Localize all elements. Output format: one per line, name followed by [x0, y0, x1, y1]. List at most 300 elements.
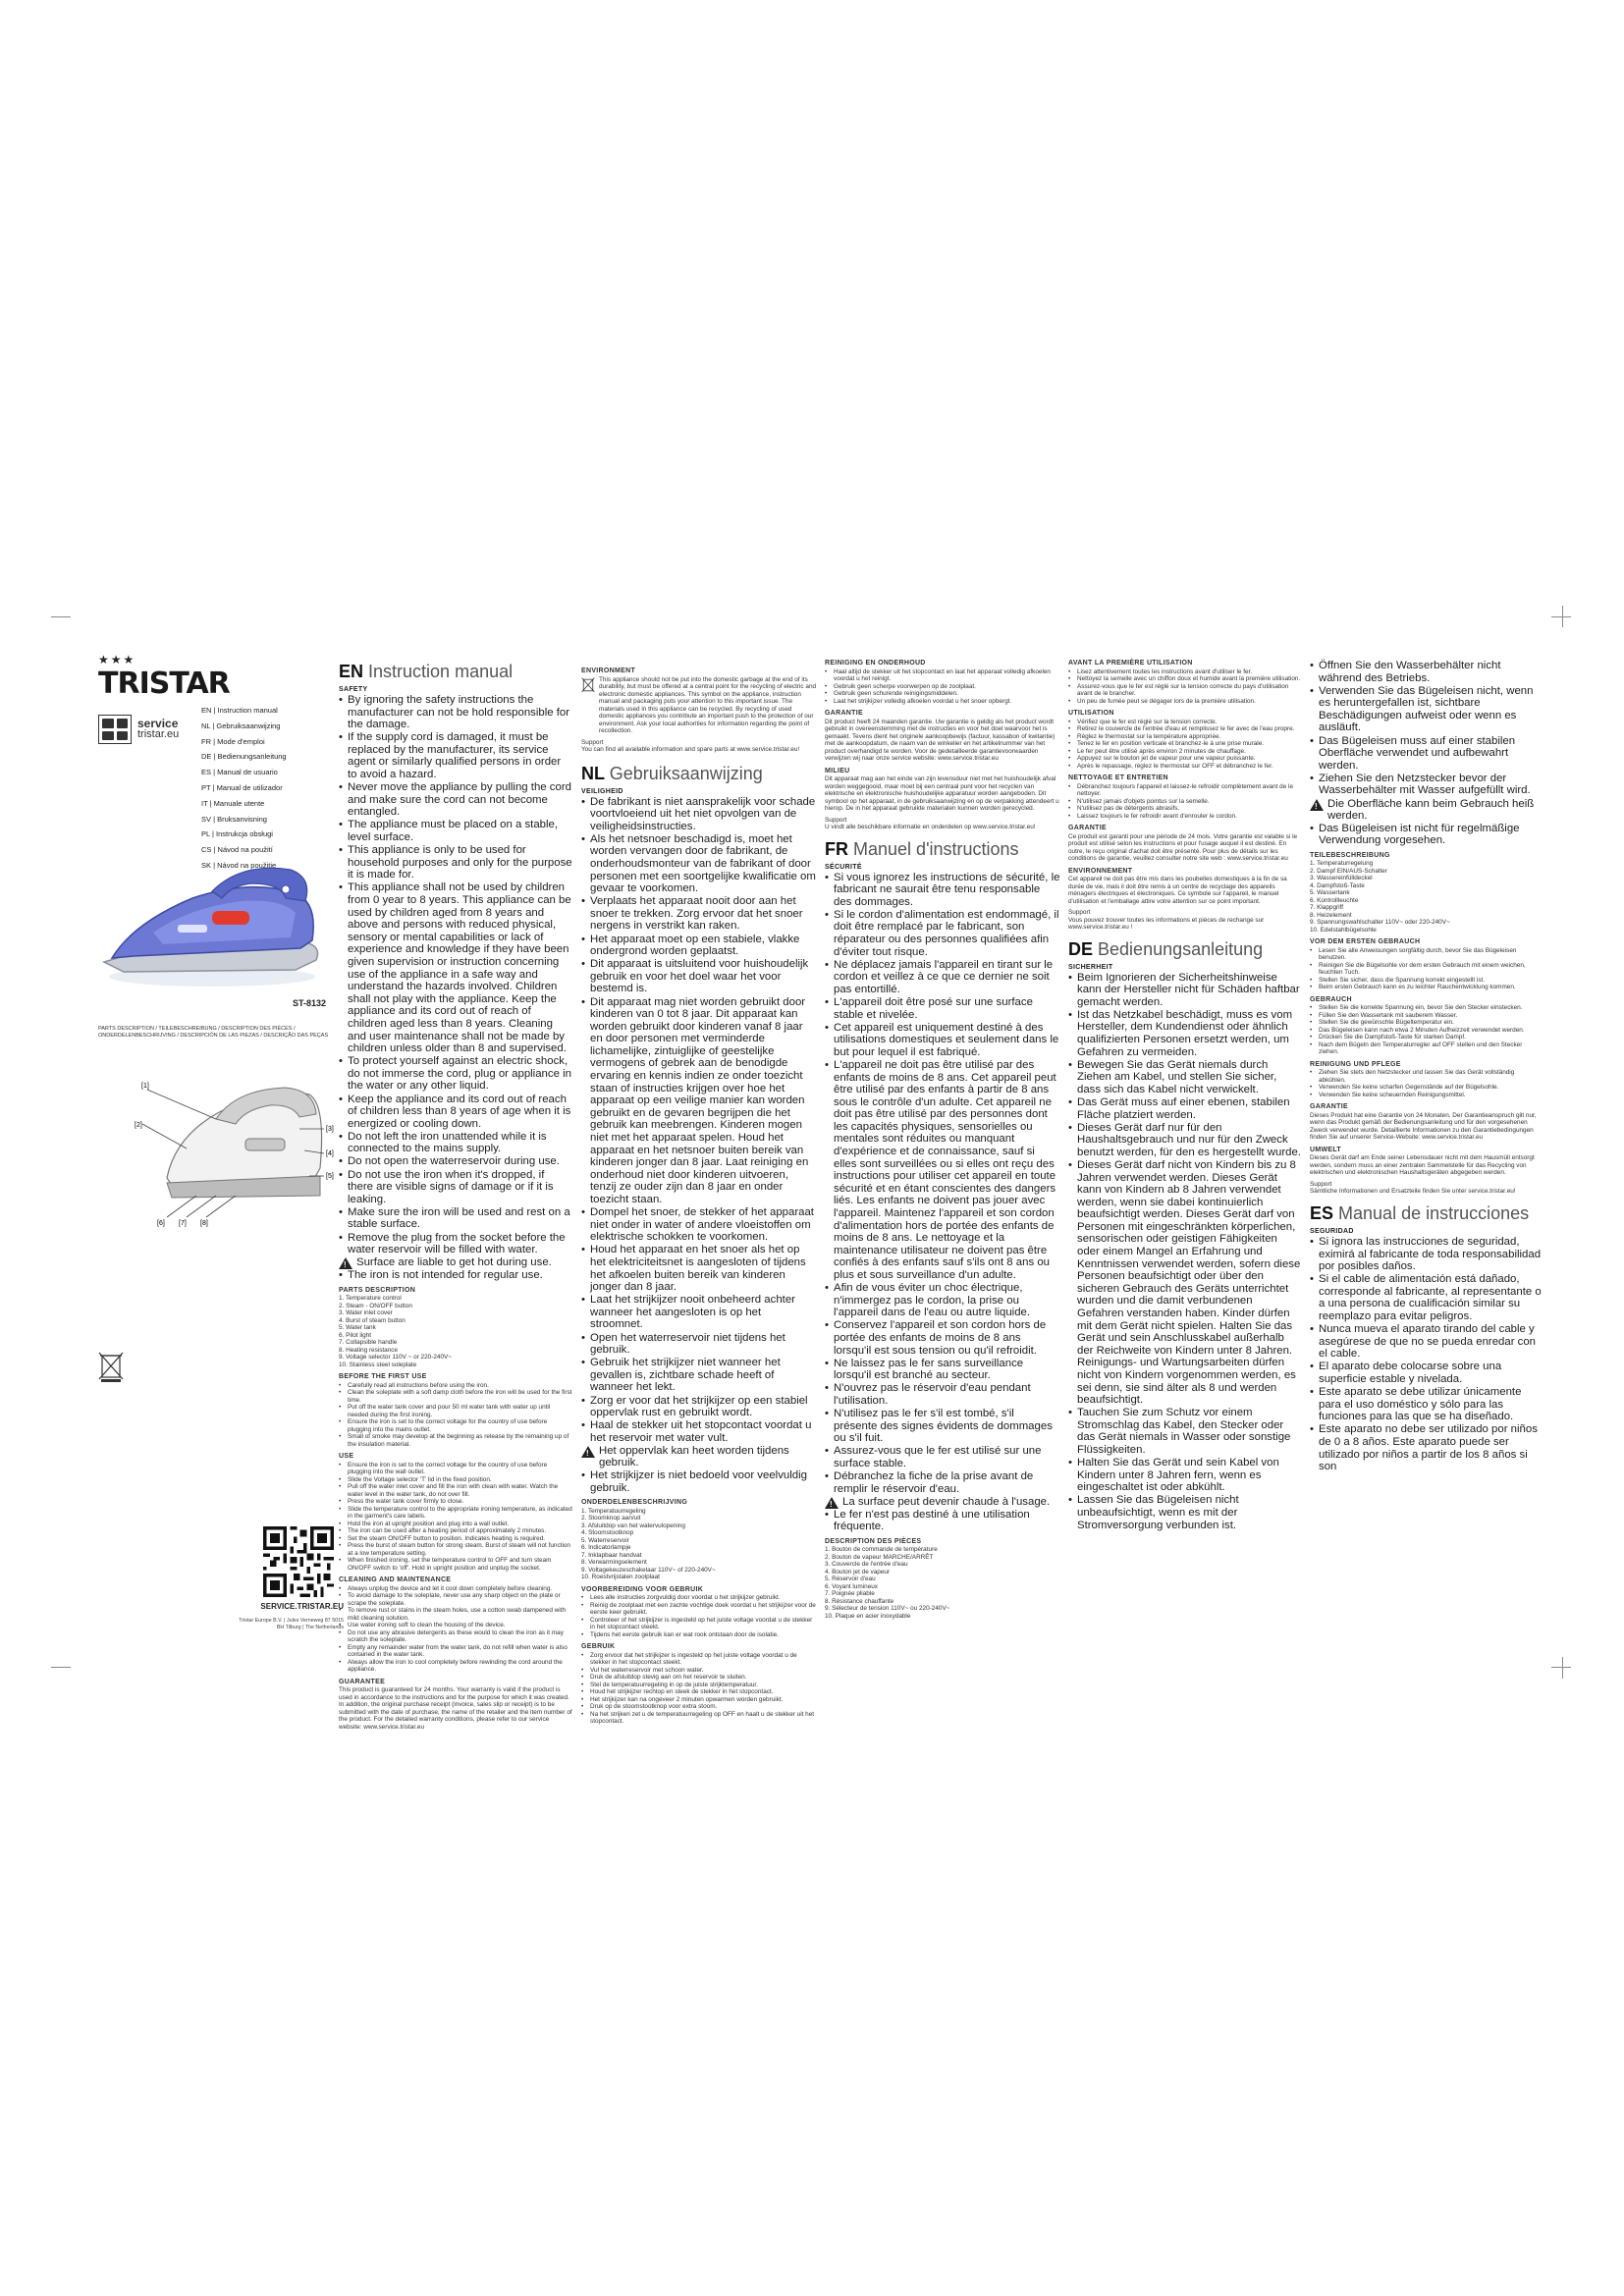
nl-details — [581, 1499, 817, 1726]
section-title-nl: NL Gebruiksaanwijzing — [581, 763, 763, 783]
cleaning-heading: CLEANING AND MAINTENANCE — [339, 1576, 452, 1584]
list-item: • N'utilisez pas le fer s'il est tombé, s'il présente des signes évidents de dommages ou s'il fuit. — [825, 1408, 1060, 1445]
list-item: • Stellen Sie die korrekte Spannung ein, bevor Sie den Stecker einstecken. — [1310, 1004, 1542, 1012]
fr-continued — [1068, 660, 1302, 932]
list-item: • Lees alle instructies zorgvuldig door voordat u het strijkijzer gebruikt. — [581, 1594, 817, 1602]
use-heading: USE — [339, 1453, 354, 1461]
list-item: • Beim ersten Gebrauch kann es zu leichter Rauchentwicklung kommen. — [1310, 984, 1542, 991]
safety-list-end — [1310, 823, 1542, 847]
part-item: 1. Temperatuurregeling — [581, 1507, 646, 1515]
list-item: • Ziehen Sie den Netzstecker bevor der Wasserbehälter mit Wasser aufgefüllt wird. — [1310, 773, 1542, 797]
list-item: • Always allow the iron to cool completely before rewinding the cord around the appliance. — [339, 1659, 572, 1674]
environment-text: Dieses Gerät darf am Ende seiner Lebensdauer nicht mit dem Hausmüll entsorgt werden, sondern muss an einer zentralen Sammelstelle für das Recycling von elektrischen und elektronischen Haushaltsgeräten abgegeben werden. — [1310, 1154, 1535, 1177]
guarantee-heading: GARANTIE — [1068, 825, 1107, 831]
environment-text: This appliance should not be put into the domestic garbage at the end of its durability, but must be offered at a central point for the recycling of electric and electronic domestic appliances. This symbol on the appliance, instruction manual and packaging puts your attention to this important issue. The materials used in this appliance can be recycled. By recycling of used domestic appliances you contribute an important push to the protection of our environment. Ask your local authorities for information regarding the point of recollection. — [599, 675, 817, 734]
use-list — [581, 1652, 817, 1726]
before-use-heading: AVANT LA PREMIÈRE UTILISATION — [1068, 660, 1193, 667]
list-item: • Make sure the iron will be used and rest on a stable surface. — [339, 1206, 572, 1231]
list-item: • Dieses Gerät darf nicht von Kindern bis zu 8 Jahren verwendet werden. Dieses Gerät kann von Kindern ab 8 Jahren verwendet werden, wenn sie dabei kontinuierlich beaufsichtigt werden. Dieses Gerät darf von Personen mit eingeschränkten körperlichen, sensorischen oder geistigen Fähigkeiten oder einem Mangel an Erfahrung und Kenntnissen verwendet werden, sofern diese Personen beaufsichtigt oder über den sicheren Gebrauch des Geräts unterrichtet wurden und die damit verbundenen Gefahren verstanden haben. Kinder dürfen mit dem Gerät nicht spielen. Halten Sie das Gerät und sein Anschlusskabel außerhalb der Reichweite von Kindern unter 8 Jahren. Reinigungs- und Wartungsarbeiten dürfen nicht von Kindern vorgenommen werden, es sei denn, sie sind älter als 8 und werden beaufsichtigt. — [1068, 1159, 1302, 1407]
brand-name: TRISTAR — [98, 667, 230, 701]
list-item: • Slide the temperature control to the appropriate ironing temperature, as indicated in the garment's care labels. — [339, 1506, 572, 1521]
use-list — [339, 1462, 572, 1573]
list-item: • N'utilisez pas de détergents abrasifs. — [1068, 805, 1302, 813]
list-item: • Tijdens het eerste gebruik kan er wat rook ontstaan door de isolatie. — [581, 1631, 817, 1639]
list-item: • Débranchez toujours l'appareil et laissez-le refroidir complètement avant de le nettoyer. — [1068, 783, 1302, 798]
part-item: 5. Waterreservoir — [581, 1536, 629, 1544]
safety-list-end — [581, 1469, 817, 1494]
safety-list — [339, 694, 572, 1256]
list-item: • Zorg ervoor dat het strijkijzer is ingesteld op het juiste voltage voordat u de stekker in het stopcontact steekt. — [581, 1652, 817, 1667]
list-item: • Nach dem Bügeln den Temperaturregler auf OFF stellen und den Stecker ziehen. — [1310, 1041, 1542, 1056]
list-item: • Appuyez sur le bouton jet de vapeur pour une vapeur puissante. — [1068, 755, 1302, 763]
list-item: • The iron is not intended for regular use. — [339, 1269, 572, 1282]
list-item: • Reinigen Sie die Bügelsohle vor dem ersten Gebrauch mit einem weichen, feuchten Tuch. — [1310, 962, 1542, 977]
list-item: • The appliance must be placed on a stable, level surface. — [339, 819, 572, 843]
list-item: • Lassen Sie das Bügeleisen nicht unbeaufsichtigt, wenn es mit der Stromversorgung verbunden ist. — [1068, 1494, 1302, 1531]
language-item: IT | Manuale utente — [201, 798, 265, 808]
safety-list-end — [825, 1509, 1060, 1533]
safety-heading: SÉCURITÉ — [825, 863, 862, 871]
safety-heading: SEGURIDAD — [1310, 1227, 1354, 1235]
list-item: • This appliance is only to be used for household purposes and only for the purpose it is made for. — [339, 844, 572, 881]
list-item: • Vérifiez que le fer est réglé sur la tension correcte. — [1068, 719, 1302, 726]
list-item: • Gebruik het strijkijzer niet wanneer het gevallen is, zichtbare schade heeft of wanneer het lekt. — [581, 1357, 817, 1394]
list-item: • Gebruik geen scherpe voorwerpen op de zoolplaat. — [825, 683, 1060, 691]
part-item: 3. Wassereinfülldeckel — [1310, 875, 1373, 882]
qr-code-icon — [263, 1526, 334, 1597]
hot-surface-warning: ! Surface are liable to get hot during use. — [339, 1256, 572, 1269]
hot-surface-warning: ! Die Oberfläche kann beim Gebrauch heiß werden. — [1310, 798, 1542, 823]
nl-continued — [825, 660, 1060, 831]
list-item: • Dieses Gerät darf nur für den Haushaltsgebrauch und nur für den Zweck benutzt werden, für den es hergestellt wurde. — [1068, 1122, 1302, 1159]
part-item: 5. Wassertank — [1310, 889, 1350, 897]
part-item: 2. Stoomknop aan/uit — [581, 1515, 641, 1522]
list-item: • By ignoring the safety instructions the manufacturer can not be hold responsible for the damage. — [339, 694, 572, 731]
part-item: 9. Voltagekeuzeschakelaar 110V~ of 220-240V~ — [581, 1566, 716, 1574]
callout-label: [3] — [326, 1126, 334, 1133]
part-item: 7. Klappgriff — [1310, 904, 1343, 912]
de-details — [1310, 852, 1542, 1196]
use-heading: UTILISATION — [1068, 710, 1114, 717]
list-item: • Das Bügeleisen muss auf einer stabilen Oberfläche verwendet und aufbewahrt werden. — [1310, 735, 1542, 773]
list-item: • El aparato debe colocarse sobre una superficie estable y nivelada. — [1310, 1361, 1542, 1385]
list-item: • Controleer of het strijkijzer is ingesteld op het juiste voltage voordat u de stekker in het stopcontact steekt. — [581, 1617, 817, 1631]
list-item: • Das Gerät muss auf einer ebenen, stabilen Fläche platziert werden. — [1068, 1096, 1302, 1121]
list-item: • Si vous ignorez les instructions de sécurité, le fabricant ne saurait être tenu responsable des dommages. — [825, 872, 1060, 909]
hot-surface-warning: ! La surface peut devenir chaude à l'usage. — [825, 1496, 1060, 1509]
list-item: • Carefully read all instructions before using the iron. — [339, 1382, 572, 1390]
warning-icon — [339, 1257, 352, 1269]
en-details — [339, 1287, 572, 1732]
list-item: • Afin de vous éviter un choc électrique, n'immergez pas le cordon, la prise ou l'appareil dans de l'eau ou autre liquide. — [825, 1282, 1060, 1319]
part-item: 4. Bouton jet de vapeur — [825, 1568, 891, 1575]
part-item: 1. Temperature control — [339, 1295, 402, 1303]
warning-icon — [825, 1497, 839, 1509]
part-item: 4. Burst of steam button — [339, 1316, 406, 1324]
list-item: • Dompel het snoer, de stekker of het apparaat niet onder in water of andere vloeistoffen om elektrische schokken te voorkomen. — [581, 1206, 817, 1244]
list-item: • Open het waterreservoir niet tijdens het gebruik. — [581, 1332, 817, 1357]
list-item: • Dit apparaat is uitsluitend voor huishoudelijk gebruik en voor het doel waar het voor bestemd is. — [581, 958, 817, 995]
list-item: • Este aparato se debe utilizar únicamente para el uso doméstico y sólo para las funciones para las que se ha diseñado. — [1310, 1386, 1542, 1423]
list-item: • If the supply cord is damaged, it must be replaced by the manufacturer, its service agent or similarly qualified persons in order to avoid a hazard. — [339, 731, 572, 780]
environment-heading: UMWELT — [1310, 1146, 1341, 1153]
list-item: • Houd het apparaat en het snoer als het op het elektriciteitsnet is aangesloten of tijdens het afkoelen buiten bereik van kinderen jonger dan 8 jaar. — [581, 1244, 817, 1293]
list-item: • Le fer n'est pas destiné à une utilisation fréquente. — [825, 1509, 1060, 1533]
part-item: 10. Edelstahlbügelsohle — [1310, 926, 1377, 934]
part-item: 8. Heating resistance — [339, 1346, 399, 1354]
cleaning-list — [339, 1585, 572, 1674]
part-item: 5. Réservoir d'eau — [825, 1575, 876, 1583]
column-nl — [581, 660, 817, 1726]
weee-bin-icon — [98, 1350, 124, 1383]
list-item: • Haal de stekker uit het stopcontact voordat u het reservoir met water vult. — [581, 1419, 817, 1444]
crop-mark — [1551, 1667, 1571, 1668]
list-item: • Haal altijd de stekker uit het stopcontact en laat het apparaat volledig afkoelen voordat u het reinigt. — [825, 668, 1060, 683]
part-item: 8. Heizelement — [1310, 911, 1352, 919]
cleaning-list — [1068, 783, 1302, 821]
list-item: • When finished ironing, set the temperature control to OFF and turn steam ON/OFF switch to 'off'. Hold in upright position and unplug the socket. — [339, 1557, 572, 1572]
part-item: 6. Kontrollleuchte — [1310, 896, 1359, 904]
warning-icon — [581, 1446, 595, 1458]
safety-list — [1068, 972, 1302, 1532]
list-item: • Tenez le fer en position verticale et branchez-le à une prise murale. — [1068, 740, 1302, 748]
list-item: • Clean the soleplate with a soft damp cloth before the iron will be used for the first time. — [339, 1389, 572, 1404]
part-item: 8. Résistance chauffante — [825, 1597, 894, 1605]
part-item: 1. Temperaturregelung — [1310, 860, 1374, 868]
list-item: • Laissez toujours le fer refroidir avant d'enrouler le cordon. — [1068, 813, 1302, 821]
list-item: • To protect yourself against an electric shock, do not immerse the cord, plug or appliance in the water or any other liquid. — [339, 1055, 572, 1093]
guarantee-heading: GUARANTEE — [339, 1678, 386, 1685]
callout-label: [2] — [135, 1122, 142, 1129]
part-item: 9. Sélecteur de tension 110V~ ou 220-240V~ — [825, 1605, 950, 1613]
list-item: • N'utilisez jamais d'objets pointus sur la semelle. — [1068, 798, 1302, 806]
part-item: 4. Dampfstoß-Taste — [1310, 881, 1365, 889]
part-item: 6. Indicatorlampje — [581, 1544, 631, 1552]
list-item: • Het strijkijzer kan na ongeveer 2 minuten opwarmen worden gebruikt. — [581, 1696, 817, 1704]
list-item: • Laat het strijkijzer nooit onbeheerd achter wanneer het aangesloten is op het stroomnet. — [581, 1294, 817, 1331]
guarantee-text: Dieses Produkt hat eine Garantie von 24 Monaten. Der Garantieanspruch gilt nur, wenn das Produkt gemäß der Bedienungsanleitung und für den vorgesehenen Zweck verwendet wurde. Detaillierte Informationen zu den Garantiebedingungen finden Sie auf unserer Service-Website: www.service.tristar.eu — [1310, 1111, 1537, 1142]
list-item: • Stellen Sie die gewünschte Bügeltemperatur ein. — [1310, 1019, 1542, 1027]
list-item: • L'appareil doit être posé sur une surface stable et nivelée. — [825, 996, 1060, 1021]
before-use-list — [1310, 947, 1542, 991]
before-use-heading: VOORBEREIDING VOOR GEBRUIK — [581, 1585, 704, 1593]
language-item: FR | Mode d'emploi — [201, 736, 265, 746]
list-item: • Verwenden Sie keine scheuernden Reinigungsmittel. — [1310, 1092, 1542, 1099]
list-item: • Do not left the iron unattended while it is connected to the mains supply. — [339, 1131, 572, 1155]
list-item: • Verplaats het apparaat nooit door aan het snoer te trekken. Zorg ervoor dat het snoer nergens in verstrikt kan raken. — [581, 895, 817, 933]
list-item: • Ensure the iron is set to the correct voltage for the country of use before plugging into the wall outlet. — [339, 1462, 572, 1476]
before-use-list — [339, 1382, 572, 1449]
language-item: PT | Manual de utilizador — [201, 782, 283, 792]
list-item: • Drücken Sie die Dampfstoß-Taste für starken Dampf. — [1310, 1034, 1542, 1041]
list-item: • Druk op de stoomstootknop voor extra stoom. — [581, 1703, 817, 1711]
product-image — [94, 854, 330, 991]
list-item: • Este aparato no debe ser utilizado por niños de 0 a 8 años. Este aparato puede ser utilizado por niños a partir de los 8 años si son — [1310, 1423, 1542, 1472]
language-item: ES | Manual de usuario — [201, 768, 278, 777]
guarantee-text: This product is guaranteed for 24 months. Your warranty is valid if the product is used in accordance to the instructions and for the purpose for which it was created. In addition, the original purchase receipt (invoice, sales slip or receipt) is to be submitted with the date of purchase, the name of the retailer and the item number of the product. For the detailed warranty conditions, please refer to our service website: www.service.tristar.eu — [339, 1686, 572, 1731]
safety-list — [825, 872, 1060, 1496]
list-item: • Après le repassage, réglez le thermostat sur OFF et débranchez le fer. — [1068, 763, 1302, 771]
list-item: • Ne laissez pas le fer sans surveillance lorsqu'il est branché au secteur. — [825, 1358, 1060, 1382]
part-item: 3. Couvercle de l'entrée d'eau — [825, 1561, 908, 1569]
list-item: • Cet appareil est uniquement destiné à des utilisations domestiques et seulement dans le but pour lequel il est fabriqué. — [825, 1022, 1060, 1059]
part-item: 10. Stainless steel soleplate — [339, 1361, 417, 1368]
part-item: 1. Bouton de commande de température — [825, 1546, 938, 1554]
list-item: • To avoid damage to the soleplate, never use any sharp object on the plate or scrape the soleplate. — [339, 1592, 572, 1607]
company-address: Tristar Europe B.V. | Jules Verneweg 87 5015 BH Tilburg | The Netherlands — [239, 1618, 344, 1630]
column-es — [1310, 660, 1542, 1473]
list-item: • Halten Sie das Gerät und sein Kabel von Kindern unter 8 Jahren fern, wenn es eingeschaltet ist oder abkühlt. — [1068, 1457, 1302, 1494]
language-item: SV | Bruksanvisning — [201, 814, 267, 824]
guarantee-text: Dit product heeft 24 maanden garantie. Uw garantie is geldig als het product wordt gebruikt in overeenstemming met de instructies en voor het doel waarvoor het is gemaakt. Tevens dient het originele aankoopbewijs (factuur, kassabon of kwitantie) met de aankoopdatum, de naam van de winkelier en het artikelnummer van het product overhandigd te worden. Voor de gedetailleerde garantievoorwaarden verwijzen wij naar onze service website: www.service.tristar.eu — [825, 718, 1056, 762]
column-de — [1068, 660, 1302, 1532]
before-use-list — [1068, 668, 1302, 706]
safety-heading: SAFETY — [339, 686, 368, 693]
list-item: • Bewegen Sie das Gerät niemals durch Ziehen am Kabel, und stellen Sie sicher, dass sich das Kabel nicht verwickelt. — [1068, 1059, 1302, 1096]
list-item: • L'appareil ne doit pas être utilisé par des enfants de moins de 8 ans. Cet appareil peut être utilisé par des enfants à partir de 8 ans sous le contrôle d'un adulte. Cet appareil ne doit pas être utilisé par des personnes dont les capacités physiques, sensorielles ou mentales sont réduites ou manquant d'expérience et de connaissance, sauf si elles sont surveillées ou si elles ont reçu des instructions pour utiliser cet appareil en toute sécurité et en étant conscientes des dangers liés. Les enfants ne doivent pas jouer avec l'appareil. Maintenez l'appareil et son cordon d'alimentation hors de portée des enfants de moins de 8 ans. Le nettoyage et la maintenance utilisateur ne doivent pas être confiés à des enfants sauf s'ils ont 8 ans ou plus et sous surveillance d'un adulte. — [825, 1059, 1060, 1282]
list-item: • Conservez l'appareil et son cordon hors de portée des enfants de moins de 8 ans lorsqu'il est sous tension ou qu'il refroidit. — [825, 1319, 1060, 1357]
before-use-list — [581, 1594, 817, 1638]
list-item: • N'ouvrez pas le réservoir d'eau pendant l'utilisation. — [825, 1382, 1060, 1407]
parts-heading: TEILEBESCHREIBUNG — [1310, 851, 1390, 859]
support-heading: Support — [581, 738, 604, 746]
list-item: • Het strijkijzer is niet bedoeld voor veelvuldig gebruik. — [581, 1469, 817, 1494]
list-item: • Slide the Voltage selector 'T' lid in the fixed position. — [339, 1476, 572, 1484]
list-item: • Als het netsnoer beschadigd is, moet het worden vervangen door de fabrikant, de onderhoudsmonteur van de fabrikant of door personen met een soortgelijke kwalificatie om gevaar te voorkomen. — [581, 833, 817, 895]
language-item: PL | Instrukcja obsługi — [201, 829, 273, 839]
list-item: • Set the steam ON/OFF button to position. Indicates heating is required. — [339, 1535, 572, 1543]
safety-list-continued — [1310, 660, 1542, 797]
part-item: 10. Roestvrijstalen zoolplaat — [581, 1574, 660, 1581]
safety-list-end — [339, 1269, 572, 1282]
before-use-heading: VOR DEM ERSTEN GEBRAUCH — [1310, 938, 1421, 946]
list-item: • Si le cordon d'alimentation est endommagé, il doit être remplacé par le fabricant, son réparateur ou des personnes qualifiées afin d'éviter tout risque. — [825, 909, 1060, 958]
brand-logo — [98, 653, 230, 701]
part-item: 10. Plaque en acier inoxydable — [825, 1612, 911, 1620]
column-en — [339, 660, 572, 1731]
section-title-es: ES Manual de instrucciones — [1310, 1202, 1530, 1223]
use-list — [1310, 1004, 1542, 1056]
cleaning-list — [825, 668, 1060, 706]
part-item: 4. Stoomstootknop — [581, 1529, 634, 1537]
part-item: 7. Collapsible handle — [339, 1339, 398, 1347]
parts-diagram — [98, 1060, 344, 1227]
crop-mark — [1551, 616, 1571, 617]
list-item: • Press the water tank cover firmly to close. — [339, 1498, 572, 1506]
section-title-en: EN Instruction manual — [339, 662, 514, 681]
weee-bin-icon — [581, 676, 595, 694]
cleaning-heading: NETTOYAGE ET ENTRETIEN — [1068, 774, 1168, 781]
guarantee-heading: GARANTIE — [825, 710, 863, 717]
part-item: 9. Voltage selector 110V ~ or 220-240V~ — [339, 1354, 452, 1362]
guarantee-heading: GARANTIE — [1310, 1103, 1348, 1111]
crop-mark — [51, 616, 71, 617]
brand-stars: ★★★ — [98, 653, 136, 667]
language-item: NL | Gebruiksaanwijzing — [201, 721, 281, 730]
list-item: • Pull off the water inlet cover and fill the iron with clean with water. Watch the water level in the water tank, do not over fill. — [339, 1483, 572, 1498]
language-item: SK | Návod na použitie — [201, 860, 277, 870]
warning-icon — [1310, 799, 1324, 811]
environment-heading: MILIEU — [825, 767, 850, 774]
list-item: • Reinig de zoolplaat met een zachte vochtige doek voordat u het strijkijzer voor de eerste keer gebruikt. — [581, 1602, 817, 1617]
support-heading: Support — [1068, 909, 1091, 916]
use-heading: GEBRAUCH — [1310, 995, 1352, 1003]
guarantee-text: Ce produit est garanti pour une période de 24 mois. Votre garantie est valable si le produit est utilisé selon les instructions et pour l'usage auquel il est destiné. En outre, le reçu original d'achat doit être présenté. Pour plus de détails sur les conditions de garantie, veuillez consulter notre site web : www.service.tristar.eu — [1068, 832, 1298, 862]
part-item: 8. Verwarmingselement — [581, 1559, 647, 1567]
language-item: EN | Instruction manual — [201, 706, 278, 715]
list-item: • Put off the water tank cover and pour 50 ml water tank with water up until needed during the first ironing. — [339, 1404, 572, 1418]
list-item: • Houd het strijkijzer rechtop en steek de stekker in het stopcontact. — [581, 1688, 817, 1696]
list-item: • Nunca mueva el aparato tirando del cable y asegúrese de que no se pueda enredar con el cable. — [1310, 1323, 1542, 1361]
list-item: • Das Bügeleisen kann nach etwa 2 Minuten Aufheizzeit verwendet werden. — [1310, 1027, 1542, 1035]
fr-parts — [825, 1538, 1060, 1621]
cleaning-list — [1310, 1069, 1542, 1098]
cleaning-heading: REINIGUNG UND PFLEGE — [1310, 1060, 1401, 1068]
list-item: • Stel de temperatuurregeling in op de juiste strijktemperatuur. — [581, 1682, 817, 1689]
qr-caption: SERVICE.TRISTAR.EU — [260, 1602, 344, 1611]
list-item: • Press the burst of steam button for strong steam. Burst of steam will not function at a low temperature setting. — [339, 1542, 572, 1557]
list-item: • Das Bügeleisen ist nicht für regelmäßige Verwendung vorgesehen. — [1310, 823, 1542, 847]
service-badge — [98, 715, 179, 744]
list-item: • Small of smoke may develop at the beginning as release by the remaining up of the insulation material. — [339, 1433, 572, 1448]
model-number: ST-8132 — [293, 998, 327, 1008]
environment-text: Cet appareil ne doit pas être mis dans les poubelles domestiques à la fin de sa durée de vie, mais il doit être remis à un centre de recyclage des appareils ménagers électriques et électroniques. Ce symbole sur l'appareil, le manuel d'utilisation et l'emballage attire votre attention sur ce point important. — [1068, 876, 1287, 905]
list-item: • Gebruik geen schurende reinigingsmiddelen. — [825, 690, 1060, 698]
list-item: • Keep the appliance and its cord out of reach of children less than 8 years of age when it is energized or cooling down. — [339, 1094, 572, 1131]
list-item: • Na het strijken zet u de temperatuurregeling op OFF en haalt u de stekker uit het stopcontact. — [581, 1711, 817, 1726]
parts-heading: PARTS DESCRIPTION — [339, 1286, 416, 1294]
use-list — [1068, 719, 1302, 771]
list-item: • Ziehen Sie stets den Netzstecker und lassen Sie das Gerät vollständig abkühlen. — [1310, 1069, 1542, 1084]
environment-heading: ENVIRONMENT — [581, 667, 636, 674]
support-text: U vindt alle beschikbare informatie en onderdelen op www.service.tristar.eu! — [825, 824, 1036, 830]
list-item: • Lesen Sie alle Anweisungen sorgfältig durch, bevor Sie das Bügeleisen benutzen. — [1310, 947, 1542, 962]
part-item: 7. Poignée pliable — [825, 1590, 875, 1598]
part-item: 2. Dampf EIN/AUS-Schalter — [1310, 867, 1387, 875]
part-item: 2. Steam - ON/OFF button — [339, 1302, 412, 1309]
list-item: • Öffnen Sie den Wasserbehälter nicht während des Betriebs. — [1310, 660, 1542, 684]
list-item: • Druk de afsluitdop stevig aan om het reservoir te sluiten. — [581, 1674, 817, 1682]
list-item: • Ist das Netzkabel beschädigt, muss es vom Hersteller, dem Kundendienst oder ähnlich qualifizierten Personen ersetzt werden, um Gefahren zu vermeiden. — [1068, 1009, 1302, 1058]
list-item: • Remove the plug from the socket before the water reservoir will be filled with water. — [339, 1232, 572, 1256]
list-item: • Le fer peut être utilisé après environ 2 minutes de chauffage. — [1068, 748, 1302, 756]
callout-label: [8] — [200, 1220, 208, 1227]
part-item: 5. Water tank — [339, 1324, 376, 1332]
parts-heading: ONDERDELENBESCHRIJVING — [581, 1499, 688, 1507]
list-item: • Stellen Sie sicher, dass die Spannung korrekt eingestellt ist. — [1310, 977, 1542, 985]
list-item: • Always unplug the device and let it cool down completely before cleaning. — [339, 1585, 572, 1593]
safety-heading: VEILIGHEID — [581, 787, 623, 795]
crop-mark — [51, 1667, 71, 1668]
support-text: Sämtliche Informationen und Ersatzteile finden Sie unter service.tristar.eu! — [1310, 1188, 1516, 1196]
list-item: • Do not open the waterreservoir during use. — [339, 1155, 572, 1168]
part-item: 6. Pilot light — [339, 1331, 372, 1339]
callout-label: [5] — [326, 1173, 334, 1180]
callout-label: [1] — [141, 1083, 149, 1090]
list-item: • Ensure the iron is set to the correct voltage for the country of use before plugging into the mains outlet. — [339, 1418, 572, 1433]
list-item: • Do not use any abrasive detergents as these would to clean the iron as it may scratch the soleplate. — [339, 1629, 572, 1644]
list-item: • Réglez le thermostat sur la température appropriée. — [1068, 733, 1302, 741]
part-item: 6. Voyant lumineux — [825, 1582, 878, 1590]
list-item: • Assurez-vous que le fer est utilisé sur une surface stable. — [825, 1445, 1060, 1469]
list-item: • De fabrikant is niet aansprakelijk voor schade voortvloeiend uit het niet opvolgen van de veiligheidsinstructies. — [581, 796, 817, 833]
safety-list — [581, 796, 817, 1445]
part-item: 3. Afsluitdop van het watervulopening — [581, 1522, 685, 1529]
list-item: • Un peu de fumée peut se dégager lors de la première utilisation. — [1068, 698, 1302, 706]
list-item: • Verwenden Sie das Bügeleisen nicht, wenn es heruntergefallen ist, sichtbare Beschädigungen aufweist oder wenn es ausläuft. — [1310, 685, 1542, 734]
callout-label: [4] — [326, 1150, 334, 1157]
list-item: • Use water ironing soft to clean the housing of the device. — [339, 1622, 572, 1629]
part-item: 3. Water inlet cover — [339, 1309, 393, 1317]
list-item: • Si el cable de alimentación está dañado, corresponde al fabricante, al representante o a una persona de cualificación similar su reemplazo para evitar peligros. — [1310, 1273, 1542, 1322]
list-item: • Retirez le couvercle de l'entrée d'eau et remplissez le fer avec de l'eau propre. — [1068, 725, 1302, 733]
use-heading: GEBRUIK — [581, 1643, 616, 1651]
support-heading: Support — [1310, 1180, 1332, 1188]
list-item: • This appliance shall not be used by children from 0 year to 8 years. This appliance can be used by children aged from 8 years and above and persons with reduced physical, sensory or mental capabilities or lack of experience and knowledge if they have been given supervision or instruction concerning use of the appliance in a safe way and understand the hazards involved. Children shall not play with the appliance. Keep the appliance and its cord out of reach of children aged less than 8 years. Cleaning and user maintenance shall not be made by children unless older than 8 and supervised. — [339, 881, 572, 1054]
language-item: CS | Návod na použití — [201, 845, 273, 855]
section-title-de: DE Bedienungsanleitung — [1068, 938, 1264, 959]
list-item: • Do not use the iron when it's dropped, if there are visible signs of damage or if it is leaking. — [339, 1169, 572, 1206]
section-title-fr: FR Manuel d'instructions — [825, 838, 1019, 859]
before-use-heading: BEFORE THE FIRST USE — [339, 1373, 427, 1381]
list-item: • Vul het waterreservoir met schoon water. — [581, 1667, 817, 1675]
list-item: • Never move the appliance by pulling the cord and make sure the cord can not become entangled. — [339, 781, 572, 819]
list-item: • Zorg er voor dat het strijkijzer op een stabiel oppervlak rust en gebruikt wordt. — [581, 1395, 817, 1419]
list-item: • Hold the iron at upright position and plug into a wall outlet. — [339, 1521, 572, 1528]
list-item: • Laat het strijkijzer volledig afkoelen voordat u het snoer opbergt. — [825, 698, 1060, 706]
list-item: • Het apparaat moet op een stabiele, vlakke ondergrond worden geplaatst. — [581, 934, 817, 958]
service-icon — [98, 715, 132, 744]
list-item: • To remove rust or stains in the steam holes, use a cotton swab dampened with mild cleaning solution. — [339, 1607, 572, 1622]
service-text: service tristar.eu — [137, 717, 180, 740]
parts-heading: DESCRIPTION DES PIÈCES — [825, 1537, 922, 1545]
environment-block — [581, 667, 817, 754]
list-item: • Füllen Sie den Wassertank mit sauberem Wasser. — [1310, 1012, 1542, 1020]
list-item: • Dit apparaat mag niet worden gebruikt door kinderen van 0 tot 8 jaar. Dit apparaat kan worden gebruikt door kinderen vanaf 8 jaar en door personen met verminderde lichamelijke, zintuiglijke of geestelijke vermogens of gebrek aan de benodigde ervaring en kennis indien ze onder toezicht staan of instructies krijgen over hoe het apparaat op een veilige manier kan worden gebruikt en de gevaren begrijpen die het gebruik kan meebrengen. Kinderen mogen niet met het apparaat spelen. Houd het apparaat en het netsnoer buiten bereik van kinderen jonger dan 8 jaar. Laat reiniging en onderhoud niet door kinderen uitvoeren, tenzij ze ouder zijn dan 8 jaar en onder toezicht staan. — [581, 996, 817, 1206]
support-heading: Support — [825, 816, 847, 824]
list-item: • Tauchen Sie zum Schutz vor einem Stromschlag das Kabel, den Stecker oder das Gerät niemals in Wasser oder sonstige Flüssigkeiten. — [1068, 1407, 1302, 1456]
hot-surface-warning: ! Het oppervlak kan heet worden tijdens gebruik. — [581, 1445, 817, 1469]
part-item: 9. Spannungswahlschalter 110V~ oder 220-240V~ — [1310, 919, 1450, 927]
list-item: • The iron can be used after a heating period of approximately 2 minutes. — [339, 1527, 572, 1535]
support-text: Vous pouvez trouver toutes les informations et pièces de rechange sur www.service.tristar.eu ! — [1068, 916, 1265, 931]
crop-mark — [1562, 606, 1563, 627]
crop-mark — [1562, 1657, 1563, 1679]
callout-label: [6] — [157, 1220, 165, 1227]
list-item: • Ne déplacez jamais l'appareil en tirant sur le cordon et veillez à ce que ce dernier ne soit pas entortillé. — [825, 959, 1060, 996]
safety-heading: SICHERHEIT — [1068, 963, 1113, 971]
list-item: • Empty any remainder water from the water tank, do not refill when water is also contained in the water tank. — [339, 1644, 572, 1659]
list-item: • Nettoyez la semelle avec un chiffon doux et humide avant la première utilisation. — [1068, 675, 1302, 683]
language-item: DE | Bedienungsanleitung — [201, 752, 287, 762]
list-item: • Débranchez la fiche de la prise avant de remplir le réservoir d'eau. — [825, 1470, 1060, 1495]
environment-heading: ENVIRONNEMENT — [1068, 867, 1133, 875]
callout-label: [7] — [179, 1220, 187, 1227]
list-item: • Si ignora las instrucciones de seguridad, eximirá al fabricante de toda responsabilidad por posibles daños. — [1310, 1236, 1542, 1273]
safety-list — [1310, 1236, 1542, 1473]
part-item: 7. Inklapbaar handvat — [581, 1551, 642, 1559]
parts-caption: PARTS DESCRIPTION / TEILEBESCHREIBUNG / DESCRIPTION DES PIÈCES / ONDERDELENBESCHRIJVING / DESCRIPCIÓN DE LAS PIEZAS / DESCRIÇÃO DAS PEÇAS — [98, 1026, 329, 1039]
language-list — [201, 703, 319, 874]
list-item: • Assurez-vous que le fer est réglé sur la tension correcte du pays d'utilisation avant de le brancher. — [1068, 683, 1302, 698]
part-item: 2. Bouton de vapeur MARCHE/ARRÊT — [825, 1553, 934, 1561]
list-item: • Verwenden Sie keine scharfen Gegenstände auf der Bügelsohle. — [1310, 1084, 1542, 1092]
support-text: You can find all available information and spare parts at www.service.tristar.eu! — [581, 746, 800, 753]
list-item: • Beim Ignorieren der Sicherheitshinweise kann der Hersteller nicht für Schäden haftbar gemacht werden. — [1068, 972, 1302, 1009]
cleaning-heading: REINIGING EN ONDERHOUD — [825, 660, 926, 667]
environment-text: Dit apparaat mag aan het einde van zijn levensduur niet met het huishoudelijk afval worden weggegooid, maar moet bij een centraal punt voor het recyclen van elektrische en elektronische huishoudelijke apparatuur worden aangeboden. Dit symbool op het apparaat, in de gebruiksaanwijzing en op de verpakking attendeert u hierop. De in het apparaat gebruikte materialen kunnen worden gerecycled. — [825, 775, 1059, 812]
list-item: • Lisez attentivement toutes les instructions avant d'utiliser le fer. — [1068, 668, 1302, 676]
